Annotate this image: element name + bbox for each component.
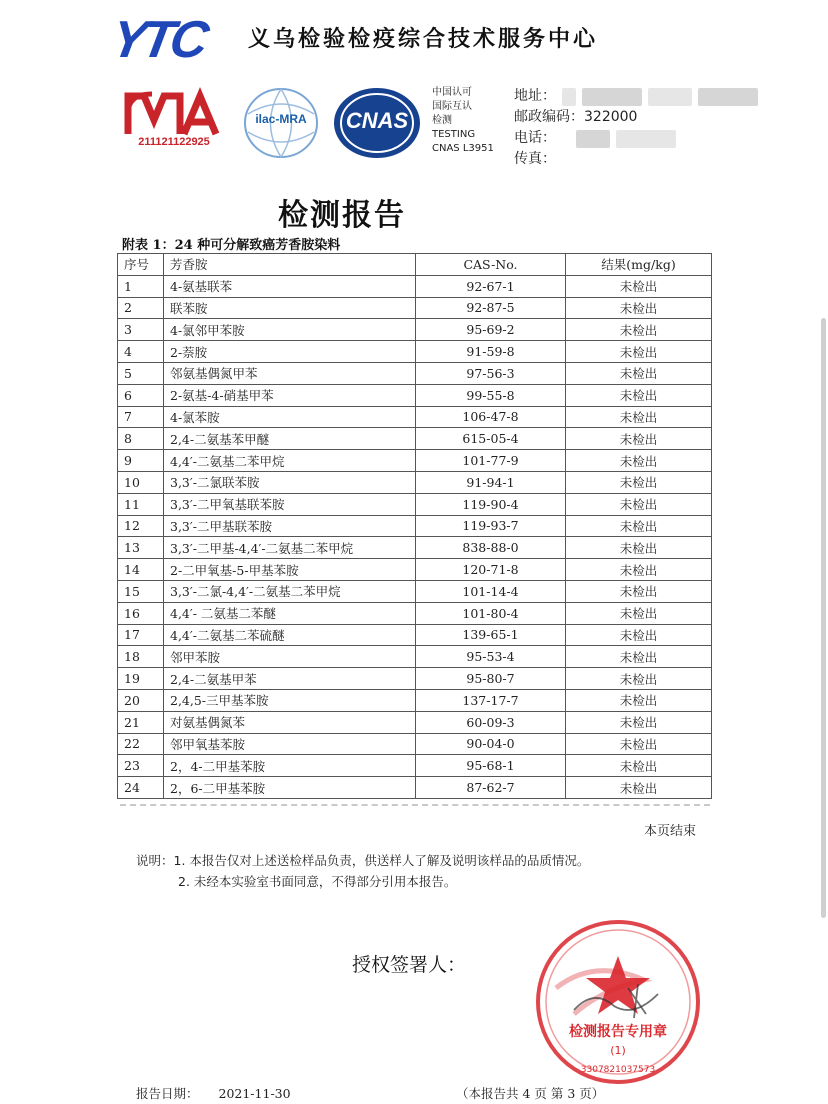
- row-index: 17: [118, 624, 164, 646]
- row-amine: 3,3′-二氯联苯胺: [164, 471, 416, 493]
- cnas-label: CNAS: [345, 108, 409, 133]
- note-line-1: 说明：1. 本报告仅对上述送检样品负责，供送样人了解及说明该样品的品质情况。: [136, 853, 590, 868]
- table-row: [118, 711, 712, 733]
- fax-label: 传真：: [514, 151, 556, 167]
- row-index: 15: [118, 580, 164, 602]
- redacted-block: [576, 130, 610, 148]
- table-body: [118, 275, 712, 798]
- row-result: 未检出: [566, 624, 712, 646]
- row-index: 13: [118, 537, 164, 559]
- table-row: [118, 537, 712, 559]
- redacted-block: [562, 88, 576, 106]
- row-result: 未检出: [566, 602, 712, 624]
- table-row: [118, 624, 712, 646]
- row-cas: 95-80-7: [416, 668, 566, 690]
- row-result: 未检出: [566, 777, 712, 799]
- phone-row: [514, 128, 758, 149]
- row-index: 5: [118, 362, 164, 384]
- row-cas: 119-90-4: [416, 493, 566, 515]
- row-amine: 4,4′- 二氨基二苯醚: [164, 602, 416, 624]
- redacted-block: [648, 88, 692, 106]
- row-cas: 60-09-3: [416, 711, 566, 733]
- table-row: [118, 275, 712, 297]
- appendix-title: 附表 1：24 种可分解致癌芳香胺染料: [122, 238, 341, 253]
- row-cas: 91-94-1: [416, 471, 566, 493]
- table-row: [118, 733, 712, 755]
- authorized-signer-label: 授权签署人：: [352, 954, 467, 976]
- table-row: [118, 646, 712, 668]
- row-result: 未检出: [566, 471, 712, 493]
- redacted-block: [582, 88, 642, 106]
- row-index: 6: [118, 384, 164, 406]
- row-amine: 邻氨基偶氮甲苯: [164, 362, 416, 384]
- row-index: 18: [118, 646, 164, 668]
- header-index: 序号: [118, 254, 164, 276]
- row-result: 未检出: [566, 319, 712, 341]
- row-index: 7: [118, 406, 164, 428]
- row-cas: 101-14-4: [416, 580, 566, 602]
- row-amine: 2,4,5-三甲基苯胺: [164, 689, 416, 711]
- table-row: [118, 689, 712, 711]
- header-cas: CAS-No.: [416, 254, 566, 276]
- row-index: 11: [118, 493, 164, 515]
- row-cas: 92-87-5: [416, 297, 566, 319]
- row-index: 3: [118, 319, 164, 341]
- row-cas: 139-65-1: [416, 624, 566, 646]
- page-info: （本报告共 4 页 第 3 页）: [456, 1086, 605, 1101]
- row-index: 14: [118, 559, 164, 581]
- address-label: 地址：: [514, 88, 556, 104]
- row-amine: 对氨基偶氮苯: [164, 711, 416, 733]
- header-result: 结果(mg/kg): [566, 254, 712, 276]
- row-result: 未检出: [566, 406, 712, 428]
- row-amine: 3,3′-二甲基联苯胺: [164, 515, 416, 537]
- row-index: 8: [118, 428, 164, 450]
- postcode-label: 邮政编码：: [514, 109, 584, 125]
- table-row: [118, 384, 712, 406]
- cnas-accreditation-text: [432, 86, 494, 156]
- row-cas: 92-67-1: [416, 275, 566, 297]
- note-line-2: 2. 未经本实验室书面同意，不得部分引用本报告。: [178, 874, 457, 889]
- row-amine: 4,4′-二氨基二苯甲烷: [164, 450, 416, 472]
- row-amine: 3,3′-二甲基-4,4′-二氨基二苯甲烷: [164, 537, 416, 559]
- row-index: 20: [118, 689, 164, 711]
- row-result: 未检出: [566, 341, 712, 363]
- row-amine: 2-二甲氧基-5-甲基苯胺: [164, 559, 416, 581]
- cnas-line: TESTING: [432, 129, 476, 140]
- table-row: [118, 777, 712, 799]
- row-amine: 联苯胺: [164, 297, 416, 319]
- table-row: [118, 428, 712, 450]
- scrollbar[interactable]: [821, 318, 826, 918]
- row-result: 未检出: [566, 297, 712, 319]
- row-cas: 95-69-2: [416, 319, 566, 341]
- row-index: 9: [118, 450, 164, 472]
- cnas-line: 检测: [432, 115, 452, 126]
- cnas-line: 中国认可: [432, 87, 472, 98]
- redacted-block: [698, 88, 758, 106]
- table-row: [118, 362, 712, 384]
- report-title: 检测报告: [278, 198, 406, 233]
- cma-number: 211121122925: [138, 136, 210, 148]
- row-index: 10: [118, 471, 164, 493]
- row-index: 24: [118, 777, 164, 799]
- postcode-row: [514, 107, 758, 128]
- row-result: 未检出: [566, 450, 712, 472]
- row-index: 2: [118, 297, 164, 319]
- cnas-line: 国际互认: [432, 101, 472, 112]
- seal-number-text: 3307821037573: [580, 1065, 656, 1075]
- row-result: 未检出: [566, 275, 712, 297]
- row-amine: 4-氨基联苯: [164, 275, 416, 297]
- row-amine: 4-氯邻甲苯胺: [164, 319, 416, 341]
- table-row: [118, 515, 712, 537]
- page-end-text: 本页结束: [644, 824, 697, 839]
- postcode-value: 322000: [584, 109, 638, 125]
- row-result: 未检出: [566, 733, 712, 755]
- row-result: 未检出: [566, 362, 712, 384]
- table-row: [118, 341, 712, 363]
- report-date-value: 2021-11-30: [218, 1086, 291, 1101]
- table-row: [118, 755, 712, 777]
- row-result: 未检出: [566, 384, 712, 406]
- fax-row: [514, 149, 758, 170]
- row-amine: 3,3′-二甲氧基联苯胺: [164, 493, 416, 515]
- organization-name: 义乌检验检疫综合技术服务中心: [248, 27, 599, 52]
- row-index: 4: [118, 341, 164, 363]
- row-amine: 2-氨基-4-硝基甲苯: [164, 384, 416, 406]
- phone-label: 电话：: [514, 130, 556, 146]
- table-row: [118, 319, 712, 341]
- row-cas: 95-68-1: [416, 755, 566, 777]
- table-header-row: [118, 254, 712, 276]
- seal-index-text: (1): [610, 1044, 626, 1057]
- cnas-line: CNAS L3951: [432, 143, 494, 154]
- official-seal-icon: [534, 918, 702, 1086]
- row-amine: 2-萘胺: [164, 341, 416, 363]
- row-result: 未检出: [566, 493, 712, 515]
- table-row: [118, 580, 712, 602]
- row-cas: 99-55-8: [416, 384, 566, 406]
- row-index: 16: [118, 602, 164, 624]
- table-row: [118, 471, 712, 493]
- row-cas: 87-62-7: [416, 777, 566, 799]
- table-row: [118, 668, 712, 690]
- ilac-mra-label: ilac-MRA: [255, 112, 307, 126]
- row-cas: 120-71-8: [416, 559, 566, 581]
- notes: [136, 850, 589, 892]
- row-index: 19: [118, 668, 164, 690]
- row-amine: 3,3′-二氯-4,4′-二氨基二苯甲烷: [164, 580, 416, 602]
- row-result: 未检出: [566, 711, 712, 733]
- row-result: 未检出: [566, 580, 712, 602]
- contact-info: [514, 86, 758, 170]
- redacted-block: [616, 130, 676, 148]
- row-result: 未检出: [566, 537, 712, 559]
- table-row: [118, 493, 712, 515]
- row-index: 1: [118, 275, 164, 297]
- row-cas: 91-59-8: [416, 341, 566, 363]
- row-index: 23: [118, 755, 164, 777]
- row-amine: 邻甲氧基苯胺: [164, 733, 416, 755]
- row-amine: 2，4-二甲基苯胺: [164, 755, 416, 777]
- row-amine: 4-氯苯胺: [164, 406, 416, 428]
- aromatic-amine-table: [117, 253, 712, 799]
- row-result: 未检出: [566, 646, 712, 668]
- row-cas: 106-47-8: [416, 406, 566, 428]
- row-amine: 2，6-二甲基苯胺: [164, 777, 416, 799]
- row-cas: 615-05-4: [416, 428, 566, 450]
- row-cas: 97-56-3: [416, 362, 566, 384]
- report-date-label: 报告日期：: [136, 1086, 199, 1101]
- row-index: 21: [118, 711, 164, 733]
- row-amine: 2,4-二氨基甲苯: [164, 668, 416, 690]
- row-result: 未检出: [566, 428, 712, 450]
- row-index: 22: [118, 733, 164, 755]
- row-cas: 90-04-0: [416, 733, 566, 755]
- row-amine: 邻甲苯胺: [164, 646, 416, 668]
- row-cas: 101-80-4: [416, 602, 566, 624]
- row-result: 未检出: [566, 689, 712, 711]
- row-amine: 4,4′-二氨基二苯硫醚: [164, 624, 416, 646]
- row-result: 未检出: [566, 559, 712, 581]
- row-result: 未检出: [566, 755, 712, 777]
- row-amine: 2,4-二氨基苯甲醚: [164, 428, 416, 450]
- table-row: [118, 450, 712, 472]
- report-date: [136, 1084, 291, 1102]
- row-cas: 838-88-0: [416, 537, 566, 559]
- divider: [120, 804, 710, 806]
- table-row: [118, 406, 712, 428]
- seal-center-text: 检测报告专用章: [569, 1024, 667, 1040]
- row-cas: 95-53-4: [416, 646, 566, 668]
- table-row: [118, 559, 712, 581]
- row-result: 未检出: [566, 515, 712, 537]
- row-index: 12: [118, 515, 164, 537]
- row-cas: 119-93-7: [416, 515, 566, 537]
- table-row: [118, 602, 712, 624]
- ytc-logo: YTC: [106, 11, 210, 69]
- row-cas: 137-17-7: [416, 689, 566, 711]
- header-amine: 芳香胺: [164, 254, 416, 276]
- row-result: 未检出: [566, 668, 712, 690]
- table-row: [118, 297, 712, 319]
- address-row: [514, 86, 758, 107]
- row-cas: 101-77-9: [416, 450, 566, 472]
